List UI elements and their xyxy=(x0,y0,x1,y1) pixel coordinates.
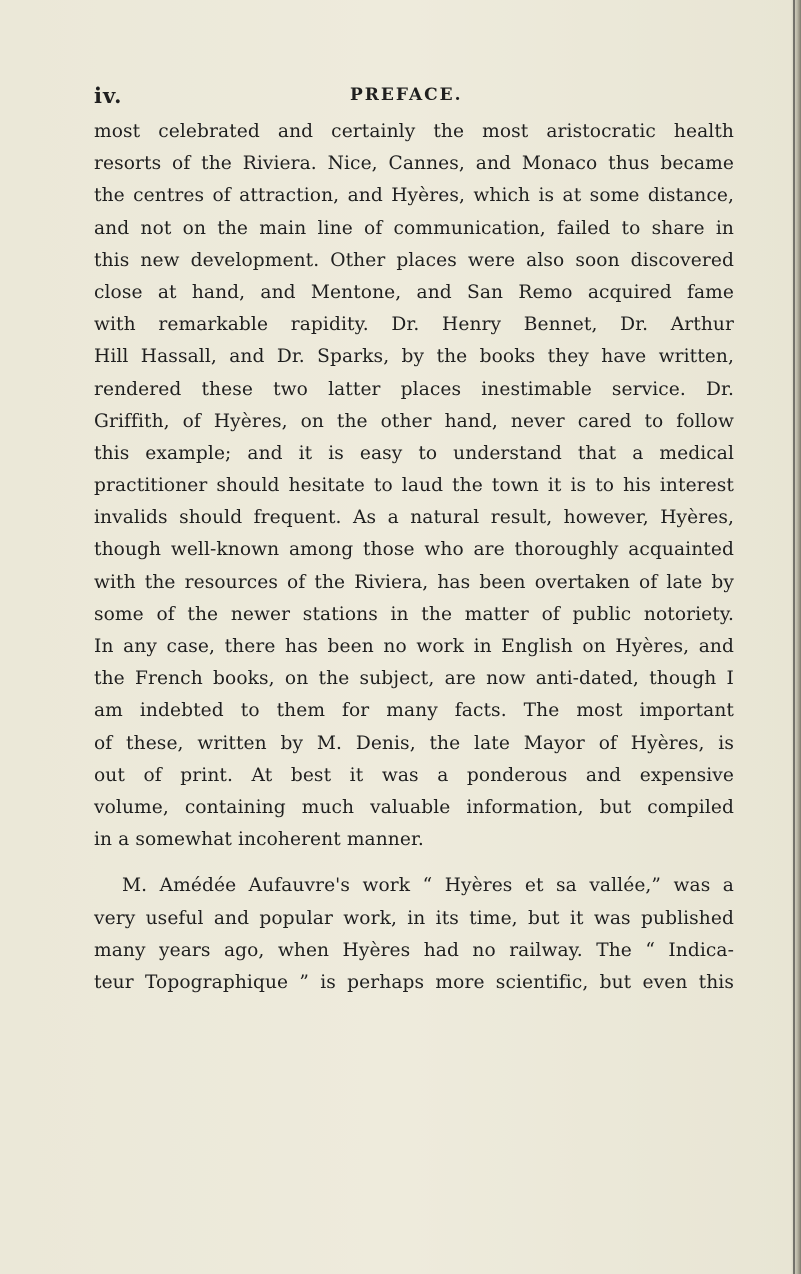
text-line: resorts of the Riviera. Nice, Cannes, and Monaco thus became xyxy=(94,153,734,175)
text-line: of these, written by M. Denis, the late Mayor of Hyères, is xyxy=(94,732,734,754)
text-line: Hill Hassall, and Dr. Sparks, by the books they have written, xyxy=(94,346,734,368)
text-line: very useful and popular work, in its time, but it was published xyxy=(94,907,734,929)
text-line: this new development. Other places were also soon discovered xyxy=(94,249,734,271)
body-text xyxy=(94,116,734,999)
paragraph-1 xyxy=(94,116,734,856)
text-line: rendered these two latter places inestimable service. Dr. xyxy=(94,378,734,400)
text-line: M. Amédée Aufauvre's work “ Hyères et sa vallée,” was a xyxy=(122,875,734,897)
text-line: Griffith, of Hyères, on the other hand, never cared to follow xyxy=(94,410,734,432)
text-line: In any case, there has been no work in English on Hyères, and xyxy=(94,636,734,657)
page-number: iv. xyxy=(94,83,123,108)
text-line: many years ago, when Hyères had no railway. The “ Indica- xyxy=(94,939,734,961)
text-line: out of print. At best it was a ponderous and expensive xyxy=(94,764,734,786)
text-line: the centres of attraction, and Hyères, which is at some distance, xyxy=(94,185,734,207)
page-edge-line xyxy=(793,0,795,1274)
text-line: the French books, on the subject, are now anti-dated, though I xyxy=(94,668,734,690)
text-line: with remarkable rapidity. Dr. Henry Bennet, Dr. Arthur xyxy=(94,314,734,336)
text-line: and not on the main line of communication, failed to share in xyxy=(94,217,734,239)
text-line: this example; and it is easy to understand that a medical xyxy=(94,442,734,464)
text-line: though well-known among those who are thoroughly acquainted xyxy=(94,539,734,561)
paragraph-gap xyxy=(94,856,734,870)
text-line: invalids should frequent. As a natural result, however, Hyères, xyxy=(94,507,734,529)
text-line: teur Topographique ” is perhaps more scientific, but even this xyxy=(94,971,734,993)
text-line: practitioner should hesitate to laud the town it is to his interest xyxy=(94,475,734,497)
text-line: some of the newer stations in the matter of public notoriety. xyxy=(94,603,734,625)
text-line: volume, containing much valuable information, but compiled xyxy=(94,796,734,818)
page-header xyxy=(94,83,734,109)
text-line: close at hand, and Mentone, and San Remo acquired fame xyxy=(94,281,734,303)
text-line: in a somewhat incoherent manner. xyxy=(94,829,424,851)
text-line: most celebrated and certainly the most aristocratic health xyxy=(94,121,734,142)
running-head: PREFACE. xyxy=(350,85,463,105)
text-line: am indebted to them for many facts. The most important xyxy=(94,700,734,722)
text-line: with the resources of the Riviera, has been overtaken of late by xyxy=(94,571,734,593)
paragraph-2 xyxy=(94,870,734,999)
